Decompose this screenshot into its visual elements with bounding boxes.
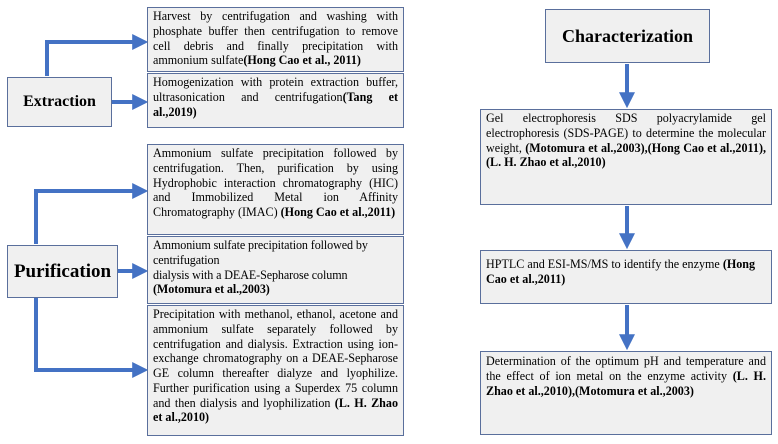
extraction-homogenization-box bbox=[147, 73, 404, 128]
extraction-homogenization-ref: (Tang et al.,2019) bbox=[153, 89, 398, 119]
characterization-gel-box bbox=[480, 109, 772, 205]
arrow-purification-to-box3 bbox=[36, 298, 141, 370]
purification-box3 bbox=[147, 305, 404, 436]
characterization-gel-text: Gel electrophoresis SDS polyacrylamide gel electrophoresis (SDS-PAGE) to determine the molecular weight, bbox=[486, 111, 766, 155]
characterization-determination-text: Determination of the optimum pH and temperature and the effect of ion metal on the enzyme activity bbox=[486, 354, 766, 383]
characterization-hptlc-ref: (Hong Cao et al.,2011) bbox=[486, 257, 756, 286]
extraction-label: Extraction bbox=[7, 77, 112, 127]
characterization-label: Characterization bbox=[545, 9, 710, 63]
purification-box3-text: Precipitation with methanol, ethanol, acetone and ammonium sulfate separately followed by centrifugation and dialysis. Extraction using ion-exchange chromatography on a DEAE-Sepharose GE column thereafter dialyze and lyophilize. Further purification using a Superdex 75 column and then dialysis and lyophilization bbox=[153, 307, 398, 410]
characterization-hptlc-box bbox=[480, 250, 772, 304]
purification-box1 bbox=[147, 144, 404, 235]
characterization-hptlc-text: HPTLC and ESI-MS/MS to identify the enzyme bbox=[486, 257, 723, 271]
arrow-extraction-to-harvest bbox=[47, 42, 141, 76]
purification-box3-ref: (L. H. Zhao et al.,2010) bbox=[153, 395, 398, 425]
arrow-purification-to-box1 bbox=[36, 191, 141, 244]
characterization-gel-ref: (Motomura et al.,2003),(Hong Cao et al.,2011),(L. H. Zhao et al.,2010) bbox=[486, 140, 767, 170]
extraction-harvest-ref: (Hong Cao et al., 2011) bbox=[243, 53, 361, 68]
characterization-determination-ref: (L. H. Zhao et al.,2010),(Motomura et al.,2003) bbox=[486, 368, 766, 398]
extraction-harvest-box bbox=[147, 7, 404, 72]
purification-box2-line1: Ammonium sulfate precipitation followed by centrifugation bbox=[153, 238, 368, 267]
purification-box2-ref: (Motomura et al.,2003) bbox=[153, 282, 270, 297]
characterization-determination-box bbox=[480, 351, 772, 435]
purification-box1-ref: (Hong Cao et al.,2011) bbox=[280, 205, 396, 219]
purification-label: Purification bbox=[7, 245, 118, 298]
purification-box2 bbox=[147, 236, 404, 304]
purification-box1-text: Ammonium sulfate precipitation followed by centrifugation. Then, purification by using Hydrophobic interaction chromatography (HIC) and Immobilized Metal ion Affinity Chromatography (IMAC) bbox=[153, 146, 398, 219]
extraction-homogenization-text: Homogenization with protein extraction buffer, ultrasonication and centrifugation bbox=[153, 75, 398, 104]
purification-box2-line2: dialysis with a DEAE-Sepharose column bbox=[153, 267, 348, 282]
extraction-harvest-text: Harvest by centrifugation and washing with phosphate buffer then centrifugation to remove cell debris and finally precipitation with ammonium sulfate bbox=[153, 9, 398, 68]
